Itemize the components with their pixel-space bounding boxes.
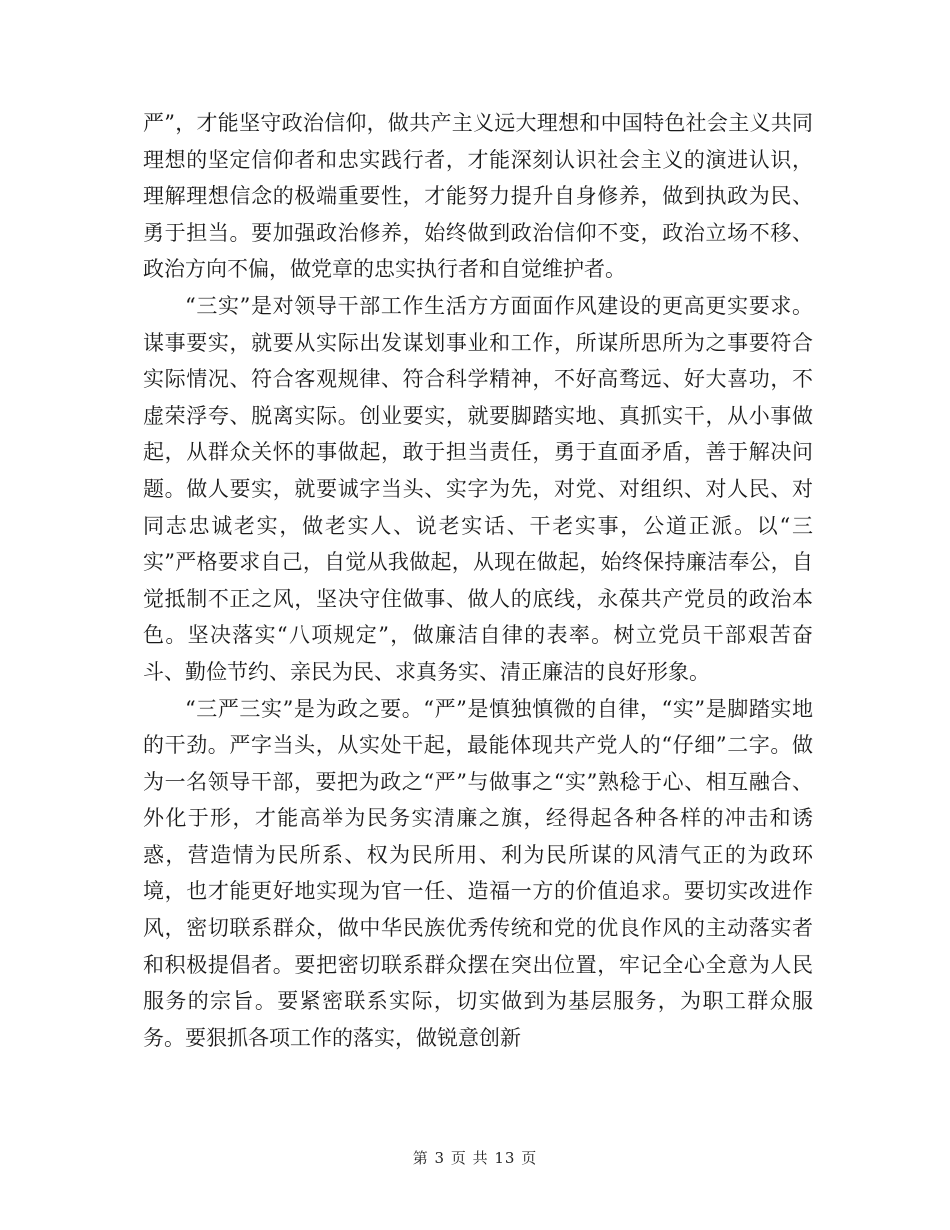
page-number-footer: 第 3 页 共 13 页	[412, 1149, 538, 1167]
body-text	[143, 105, 813, 1056]
paragraph-1: 严”，才能坚守政治信仰，做共产主义远大理想和中国特色社会主义共同理想的坚定信仰者和忠实践行者，才能深刻认识社会主义的演进认识，理解理想信念的极端重要性，才能努力提升自身修养，做到执政为民、勇于担当。要加强政治修养，始终做到政治信仰不变，政治立场不移、政治方向不偏，做党章的忠实执行者和自觉维护者。	[143, 111, 813, 282]
paragraph-3: “三严三实”是为政之要。“严”是慎独慎微的自律，“实”是脚踏实地的干劲。严字当头，从实处干起，最能体现共产党人的“仔细”二字。做为一名领导干部，要把为政之“严”与做事之“实”熟稔于心、相互融合、外化于形，才能高举为民务实清廉之旗，经得起各种各样的冲击和诱惑，营造情为民所系、权为民所用、利为民所谋的风清气正的为政环境，也才能更好地实现为官一任、造福一方的价值追求。要切实改进作风，密切联系群众，做中华民族优秀传统和党的优良作风的主动落实者和积极提倡者。要把密切联系群众摆在突出位置，牢记全心全意为人民服务的宗旨。要紧密联系实际，切实做到为基层服务，为职工群众服务。要狠抓各项工作的落实，做锐意创新	[143, 696, 813, 1050]
paragraph-2: “三实”是对领导干部工作生活方方面面作风建设的更高更实要求。谋事要实，就要从实际出发谋划事业和工作，所谋所思所为之事要符合实际情况、符合客观规律、符合科学精神，不好高骛远、好大喜功，不虚荣浮夸、脱离实际。创业要实，就要脚踏实地、真抓实干，从小事做起，从群众关怀的事做起，敢于担当责任，勇于直面矛盾，善于解决问题。做人要实，就要诚字当头、实字为先，对党、对组织、对人民、对同志忠诚老实，做老实人、说老实话、干老实事，公道正派。以“三实”严格要求自己，自觉从我做起，从现在做起，始终保持廉洁奉公，自觉抵制不正之风，坚决守住做事、做人的底线，永葆共产党员的政治本色。坚决落实“八项规定”，做廉洁自律的表率。树立党员干部艰苦奋斗、勤俭节约、亲民为民、求真务实、清正廉洁的良好形象。	[143, 293, 813, 684]
